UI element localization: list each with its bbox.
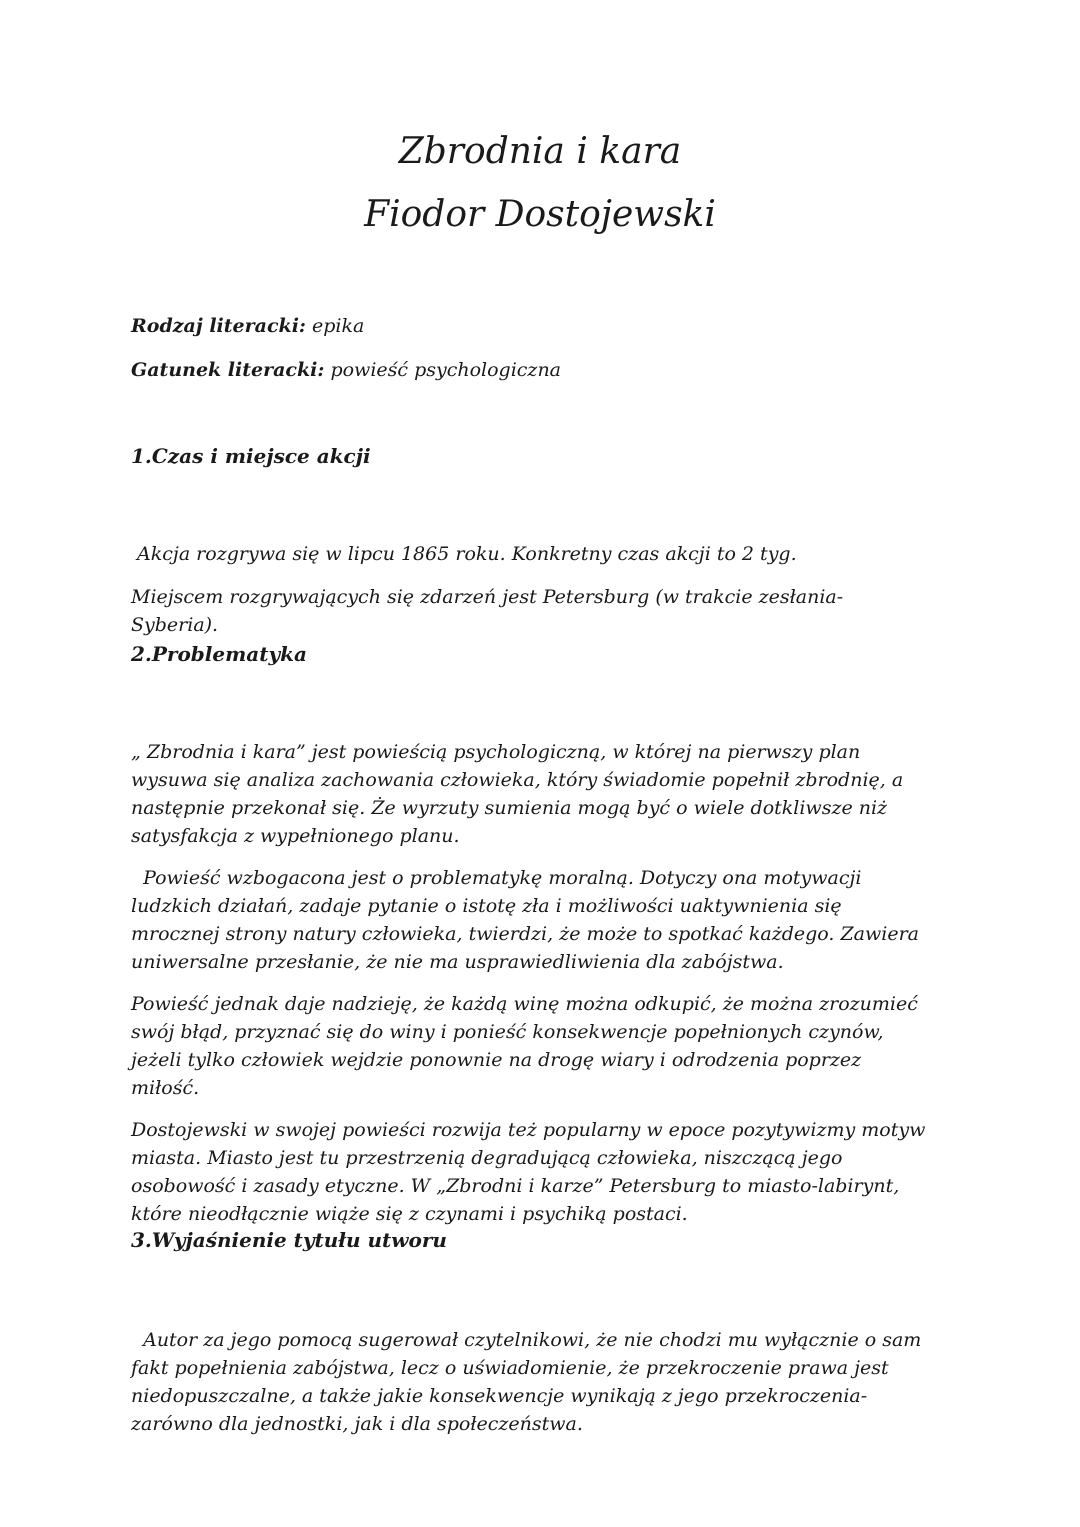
paragraph: Autor za jego pomocą sugerował czytelnikowi, że nie chodzi mu wyłącznie o sam fakt popełnienia zabójstwa, lecz o uświadomienie, że przekroczenie prawa jest niedopuszczalne, a także jakie konsekwencje wynikają z jego przekroczenia- zarówno dla jednostki, jak i dla społeczeństwa. — [131, 1329, 922, 1435]
meta-block — [131, 312, 961, 340]
document-author: Fiodor Dostojewski — [364, 194, 716, 235]
section-heading: 2.Problematyka — [131, 642, 307, 666]
section-paragraph — [131, 527, 961, 695]
meta-value: epika — [311, 315, 365, 337]
section-heading: 3.Wyjaśnienie tytułu utworu — [131, 1228, 447, 1252]
paragraph: Powieść jednak daje nadzieję, że każdą winę można odkupić, że można zrozumieć swój błąd, przyznać się do winy i ponieść konsekwencje popełnionych czynów, jeżeli tylko człowiek wejdzie ponownie na drogę wiary i odrodzenia poprzez miłość. — [131, 993, 918, 1099]
section-problematics — [131, 640, 961, 668]
meta-genre-kind — [131, 312, 961, 340]
document-title: Zbrodnia i kara — [398, 131, 682, 172]
meta-genre — [131, 356, 961, 384]
paragraph: Powieść wzbogacona jest o problematykę moralną. Dotyczy ona motywacji ludzkich działań, zadaje pytanie o istotę zła i możliwości uaktywnienia się mrocznej strony natury człowieka, twierdzi, że może to spotkać każdego. Zawiera uniwersalne przesłanie, że nie ma usprawiedliwienia dla zabójstwa. — [131, 867, 919, 973]
paragraph: Akcja rozgrywa się w lipcu 1865 roku. Konkretny czas akcji to 2 tyg. — [131, 543, 797, 565]
section-title-explanation — [131, 1226, 961, 1254]
meta-block — [131, 356, 961, 384]
paragraph: „ Zbrodnia i kara” jest powieścią psychologiczną, w której na pierwszy plan wysuwa się analiza zachowania człowieka, który świadomie popełnił zbrodnię, a następnie przekonał się. Że wyrzuty sumienia mogą być o wiele dotkliwsze niż satysfakcja z wypełnionego planu. — [131, 741, 904, 847]
section-time-place — [131, 442, 961, 470]
meta-label: Gatunek literacki: — [131, 359, 325, 381]
section-heading: 1.Czas i miejsce akcji — [131, 444, 371, 468]
section-paragraph — [131, 1270, 961, 1494]
paragraph: Dostojewski w swojej powieści rozwija też popularny w epoce pozytywizmy motyw miasta. Miasto jest tu przestrzenią degradującą człowieka, niszczącą jego osobowość i zasady etyczne. W „Zbrodni i karze” Petersburg to miasto-labirynt, które nieodłącznie wiąże się z czynami i psychiką postaci. — [131, 1119, 926, 1225]
paragraph: Miejscem rozgrywających się zdarzeń jest Petersburg (w trakcie zesłania- Syberia). — [131, 586, 844, 636]
meta-label: Rodzaj literacki: — [131, 315, 306, 337]
meta-value: powieść psychologiczna — [330, 359, 562, 381]
